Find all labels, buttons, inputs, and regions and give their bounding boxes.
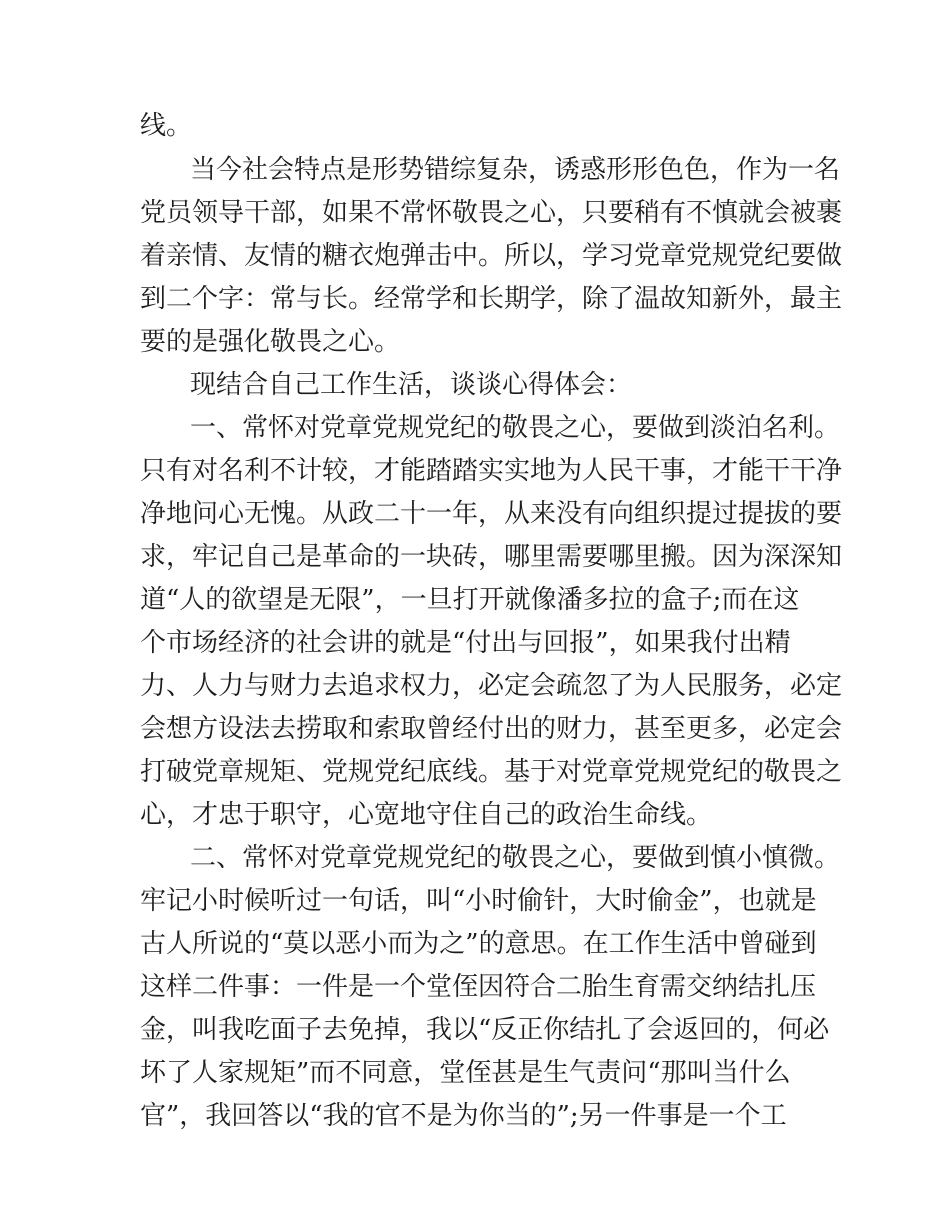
text-line: 官”，我回答以“我的官不是为你当的”;另一件事是一个工 xyxy=(140,1101,787,1131)
text-line: 只有对名利不计较，才能踏踏实实地为人民干事，才能干干净 xyxy=(140,456,843,486)
paragraph-first-line: 当今社会特点是形势错综复杂，诱惑形形色色，作为一名 xyxy=(190,155,841,185)
text-line: 古人所说的“莫以恶小而为之”的意思。在工作生活中曾碰到 xyxy=(140,929,817,959)
text-line: 净地问心无愧。从政二十一年，从来没有向组织提过提拔的要 xyxy=(140,499,843,529)
text-line: 力、人力与财力去追求权力，必定会疏忽了为人民服务，必定 xyxy=(140,671,843,701)
text-line: 坏了人家规矩”而不同意，堂侄甚是生气责问“那叫当什么 xyxy=(140,1058,791,1088)
text-line: 心，才忠于职守，心宽地守住自己的政治生命线。 xyxy=(140,800,713,830)
text-line: 金，叫我吃面子去免掉，我以“反正你结扎了会返回的，何必 xyxy=(140,1015,830,1045)
paragraph-first-line: 现结合自己工作生活，谈谈心得体会： xyxy=(190,370,633,400)
text-line: 到二个字：常与长。经常学和长期学，除了温故知新外，最主 xyxy=(140,284,843,314)
text-line: 求，牢记自己是革命的一块砖，哪里需要哪里搬。因为深深知 xyxy=(140,542,843,572)
text-line: 这样二件事：一件是一个堂侄因符合二胎生育需交纳结扎压 xyxy=(140,972,817,1002)
text-line: 着亲情、友情的糖衣炮弹击中。所以，学习党章党规党纪要做 xyxy=(140,241,843,271)
text-line: 道“人的欲望是无限”，一旦打开就像潘多拉的盒子;而在这 xyxy=(140,585,800,615)
section-heading-line: 一、常怀对党章党规党纪的敬畏之心，要做到淡泊名利。 xyxy=(190,413,841,443)
text-line: 会想方设法去捞取和索取曾经付出的财力，甚至更多，必定会 xyxy=(140,714,843,744)
text-line: 打破党章规矩、党规党纪底线。基于对党章党规党纪的敬畏之 xyxy=(140,757,843,787)
section-heading-line: 二、常怀对党章党规党纪的敬畏之心，要做到慎小慎微。 xyxy=(190,843,841,873)
text-line: 要的是强化敬畏之心。 xyxy=(140,327,401,357)
text-line: 党员领导干部，如果不常怀敬畏之心，只要稍有不慎就会被裹 xyxy=(140,198,843,228)
text-line: 牢记小时候听过一句话，叫“小时偷针，大时偷金”，也就是 xyxy=(140,886,817,916)
text-line: 个市场经济的社会讲的就是“付出与回报”，如果我付出精 xyxy=(140,628,791,658)
text-line: 线。 xyxy=(140,111,193,141)
